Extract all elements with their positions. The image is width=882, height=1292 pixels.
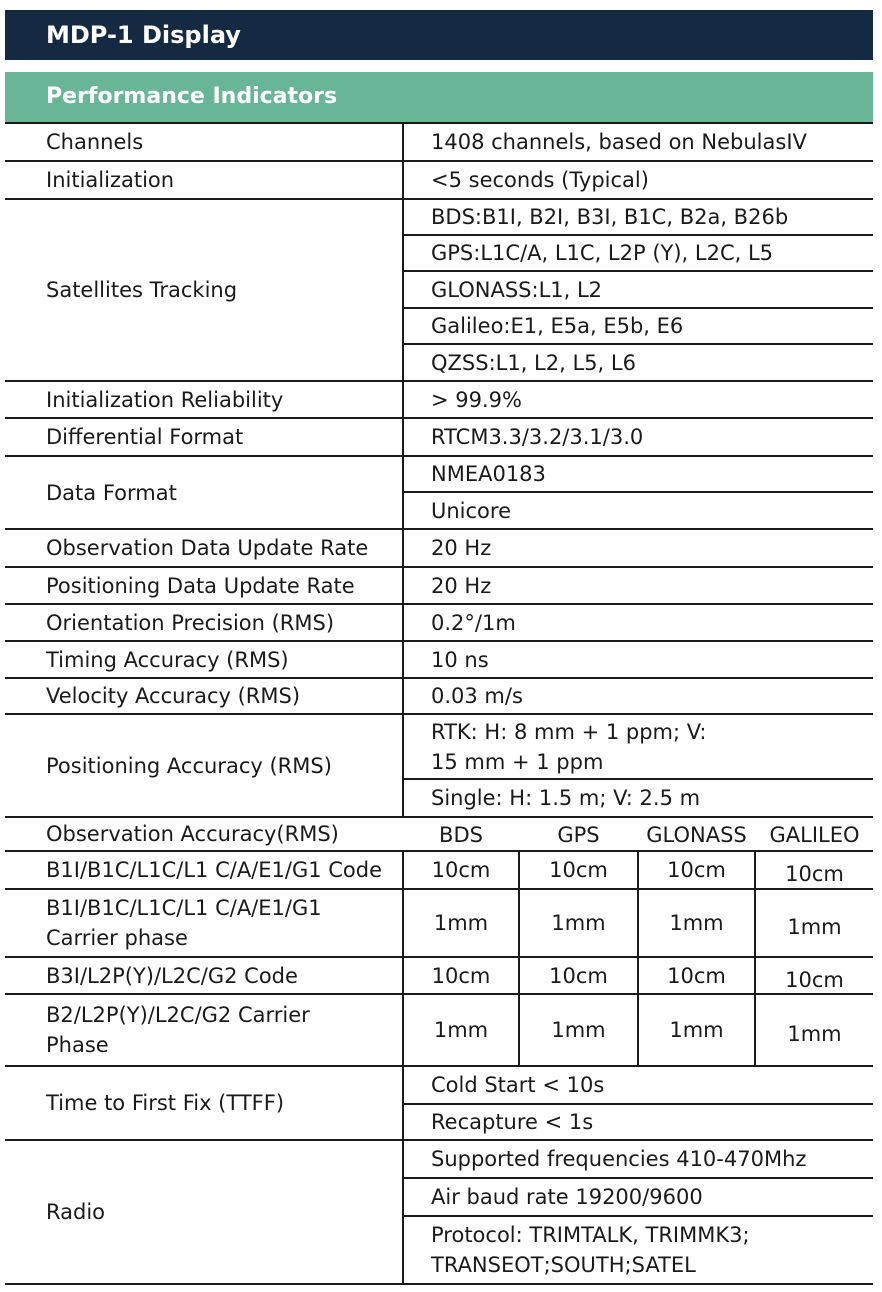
satellites-tracking-value: BDS:B1I, B2I, B3I, B1C, B2a, B26b (431, 205, 789, 229)
data-format-value: NMEA0183 (431, 462, 546, 486)
observation-cell: 10cm (431, 858, 491, 882)
positioning-value: RTK: H: 8 mm + 1 ppm; V: 15 mm + 1 ppm (431, 719, 707, 774)
observation-cell: 1mm (551, 1018, 606, 1042)
obs-rate-label: Observation Data Update Rate (46, 536, 369, 560)
observation-column-header: BDS (439, 823, 483, 847)
initialization-value: <5 seconds (Typical) (431, 168, 649, 192)
observation-label: Observation Accuracy(RMS) (46, 822, 339, 846)
section-title: Performance Indicators (5, 72, 873, 122)
init-reliability-value: > 99.9% (431, 387, 522, 412)
radio-label: Radio (46, 1200, 106, 1224)
positioning-label: Positioning Accuracy (RMS) (46, 753, 332, 778)
satellites-tracking-value: Galileo:E1, E5a, E5b, E6 (431, 314, 684, 338)
row-divider (5, 1283, 873, 1285)
orientation-label: Orientation Precision (RMS) (46, 610, 335, 635)
radio-value: Protocol: TRIMTALK, TRIMMK3; TRANSEOT;SOUTH;SATEL (431, 1223, 750, 1277)
ttff-value: Cold Start < 10s (431, 1073, 605, 1097)
observation-cell: 1mm (433, 911, 489, 935)
observation-cell: 10cm (549, 858, 608, 882)
observation-cell: 1mm (669, 911, 724, 935)
differential-format-value: RTCM3.3/3.2/3.1/3.0 (431, 425, 644, 449)
timing-value: 10 ns (431, 647, 489, 672)
ttff-label: Time to First Fix (TTFF) (46, 1091, 285, 1115)
observation-cell: 1mm (669, 1018, 724, 1042)
pos-rate-value: 20 Hz (431, 573, 492, 598)
observation-cell: 10cm (785, 862, 844, 886)
radio-value: Air baud rate 19200/9600 (431, 1185, 703, 1209)
positioning-value: Single: H: 1.5 m; V: 2.5 m (431, 786, 701, 810)
radio-value: Supported frequencies 410-470Mhz (431, 1147, 807, 1171)
pos-rate-label: Positioning Data Update Rate (46, 573, 355, 598)
channels-value: 1408 channels, based on NebulasIV (431, 130, 807, 154)
observation-item-label: B3I/L2P(Y)/L2C/G2 Code (46, 963, 298, 988)
observation-cell: 10cm (431, 963, 491, 988)
differential-format-label: Differential Format (46, 425, 244, 449)
init-reliability-label: Initialization Reliability (46, 387, 284, 412)
document-title: MDP-1 Display (5, 10, 873, 60)
observation-column-header: GALILEO (769, 823, 860, 847)
observation-cell: 10cm (667, 963, 726, 988)
initialization-label: Initialization (46, 168, 175, 192)
satellites-tracking-value: GLONASS:L1, L2 (431, 277, 603, 302)
observation-cell: 10cm (785, 967, 844, 992)
observation-item-label: B2/L2P(Y)/L2C/G2 Carrier Phase (46, 1003, 310, 1057)
observation-cell: 1mm (433, 1018, 489, 1042)
satellites-tracking-value: QZSS:L1, L2, L5, L6 (431, 350, 636, 375)
observation-cell: 1mm (551, 911, 606, 935)
spec-table (5, 122, 873, 1285)
satellites-tracking-label: Satellites Tracking (46, 278, 238, 302)
observation-column-header: GLONASS (646, 823, 747, 847)
ttff-value: Recapture < 1s (431, 1110, 594, 1134)
orientation-value: 0.2°/1m (431, 610, 516, 635)
velocity-value: 0.03 m/s (431, 684, 523, 708)
data-format-label: Data Format (46, 480, 177, 505)
data-format-value: Unicore (431, 498, 512, 523)
obs-rate-value: 20 Hz (431, 536, 492, 560)
observation-cell: 10cm (667, 858, 726, 882)
observation-cell: 10cm (549, 963, 608, 988)
timing-label: Timing Accuracy (RMS) (46, 647, 289, 672)
observation-column-header: GPS (557, 823, 600, 847)
satellites-tracking-value: GPS:L1C/A, L1C, L2P (Y), L2C, L5 (431, 241, 774, 265)
observation-item-label: B1I/B1C/L1C/L1 C/A/E1/G1 Code (46, 858, 383, 882)
observation-item-label: B1I/B1C/L1C/L1 C/A/E1/G1 Carrier phase (46, 896, 322, 950)
observation-cell: 1mm (787, 915, 842, 939)
observation-cell: 1mm (787, 1022, 842, 1046)
velocity-label: Velocity Accuracy (RMS) (46, 684, 301, 708)
channels-label: Channels (46, 130, 144, 154)
